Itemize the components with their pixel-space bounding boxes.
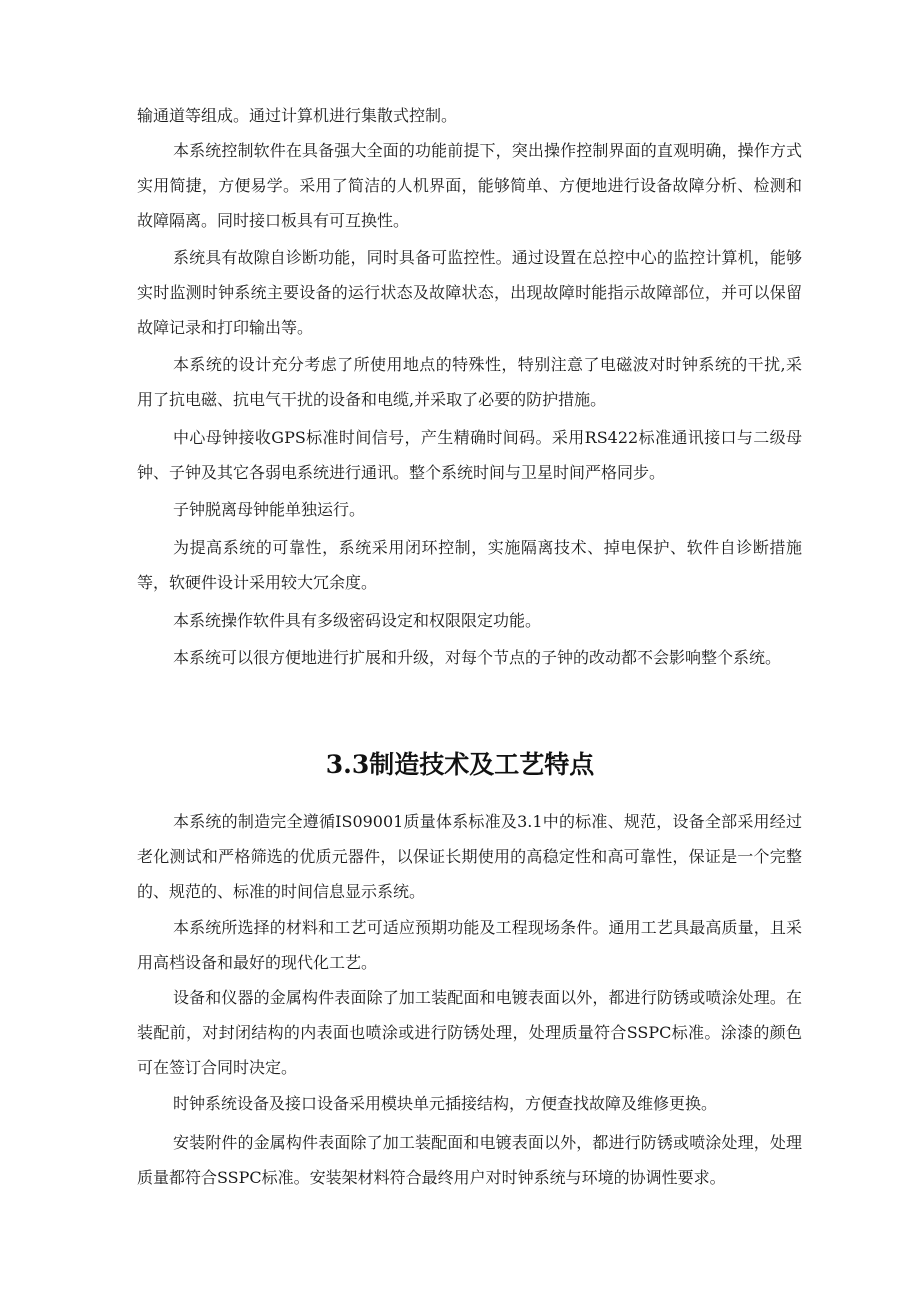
paragraph-metal-treatment: 设备和仪器的金属构件表面除了加工装配面和电镀表面以外，都进行防锈或喷涂处理。在装配前，对封闭结构的内表面也喷涂或进行防锈处理，处理质量符合SSPC标准。涂漆的颜色可在签订合同时决定。: [137, 988, 802, 1077]
section-heading: 3.3制造技术及工艺特点: [325, 750, 595, 779]
paragraph-expansion: 本系统可以很方便地进行扩展和升级，对每个节点的子钟的改动都不会影响整个系统。: [173, 648, 782, 667]
paragraph-reliability: 为提高系统的可靠性，系统采用闭环控制，实施隔离技术、掉电保护、软件自诊断措施等，软硬件设计采用较大冗余度。: [137, 538, 802, 592]
paragraph-sub-clock: 子钟脱离母钟能单独运行。: [173, 500, 366, 519]
paragraph-interference: 本系统的设计充分考虑了所使用地点的特殊性，特别注意了电磁波对时钟系统的干扰,采用了抗电磁、抗电气干扰的设备和电缆,并采取了必要的防护措施。: [137, 355, 802, 409]
paragraph-accessories: 安装附件的金属构件表面除了加工装配面和电镀表面以外，都进行防锈或喷涂处理，处理质量都符合SSPC标准。安装架材料符合最终用户对时钟系统与环境的协调性要求。: [137, 1133, 802, 1187]
paragraph-modular: 时钟系统设备及接口设备采用模块单元插接结构，方便查找故障及维修更换。: [173, 1094, 718, 1113]
paragraph-control-software: 本系统控制软件在具备强大全面的功能前提下，突出操作控制界面的直观明确，操作方式实用简捷，方便易学。采用了简洁的人机界面，能够简单、方便地进行设备故障分析、检测和故障隔离。同时接口板具有可互换性。: [137, 141, 802, 230]
paragraph-continuation: 输通道等组成。通过计算机进行集散式控制。: [137, 106, 458, 125]
paragraph-manufacturing-standard: 本系统的制造完全遵循IS09001质量体系标准及3.1中的标准、规范，设备全部采用经过老化测试和严格筛选的优质元器件，以保证长期使用的高稳定性和高可靠性，保证是一个完整的、规范的、标准的时间信息显示系统。: [137, 812, 802, 901]
paragraph-materials: 本系统所选择的材料和工艺可适应预期功能及工程现场条件。通用工艺具最高质量，且采用高档设备和最好的现代化工艺。: [137, 918, 802, 972]
paragraph-master-clock: 中心母钟接收GPS标准时间信号，产生精确时间码。采用RS422标准通讯接口与二级母钟、子钟及其它各弱电系统进行通讯。整个系统时间与卫星时间严格同步。: [137, 428, 802, 482]
paragraph-password: 本系统操作软件具有多级密码设定和权限限定功能。: [173, 611, 542, 630]
paragraph-self-diagnosis: 系统具有故隙自诊断功能，同时具备可监控性。通过设置在总控中心的监控计算机，能够实时监测时钟系统主要设备的运行状态及故障状态，出现故障时能指示故障部位，并可以保留故障记录和打印输出等。: [137, 248, 802, 337]
